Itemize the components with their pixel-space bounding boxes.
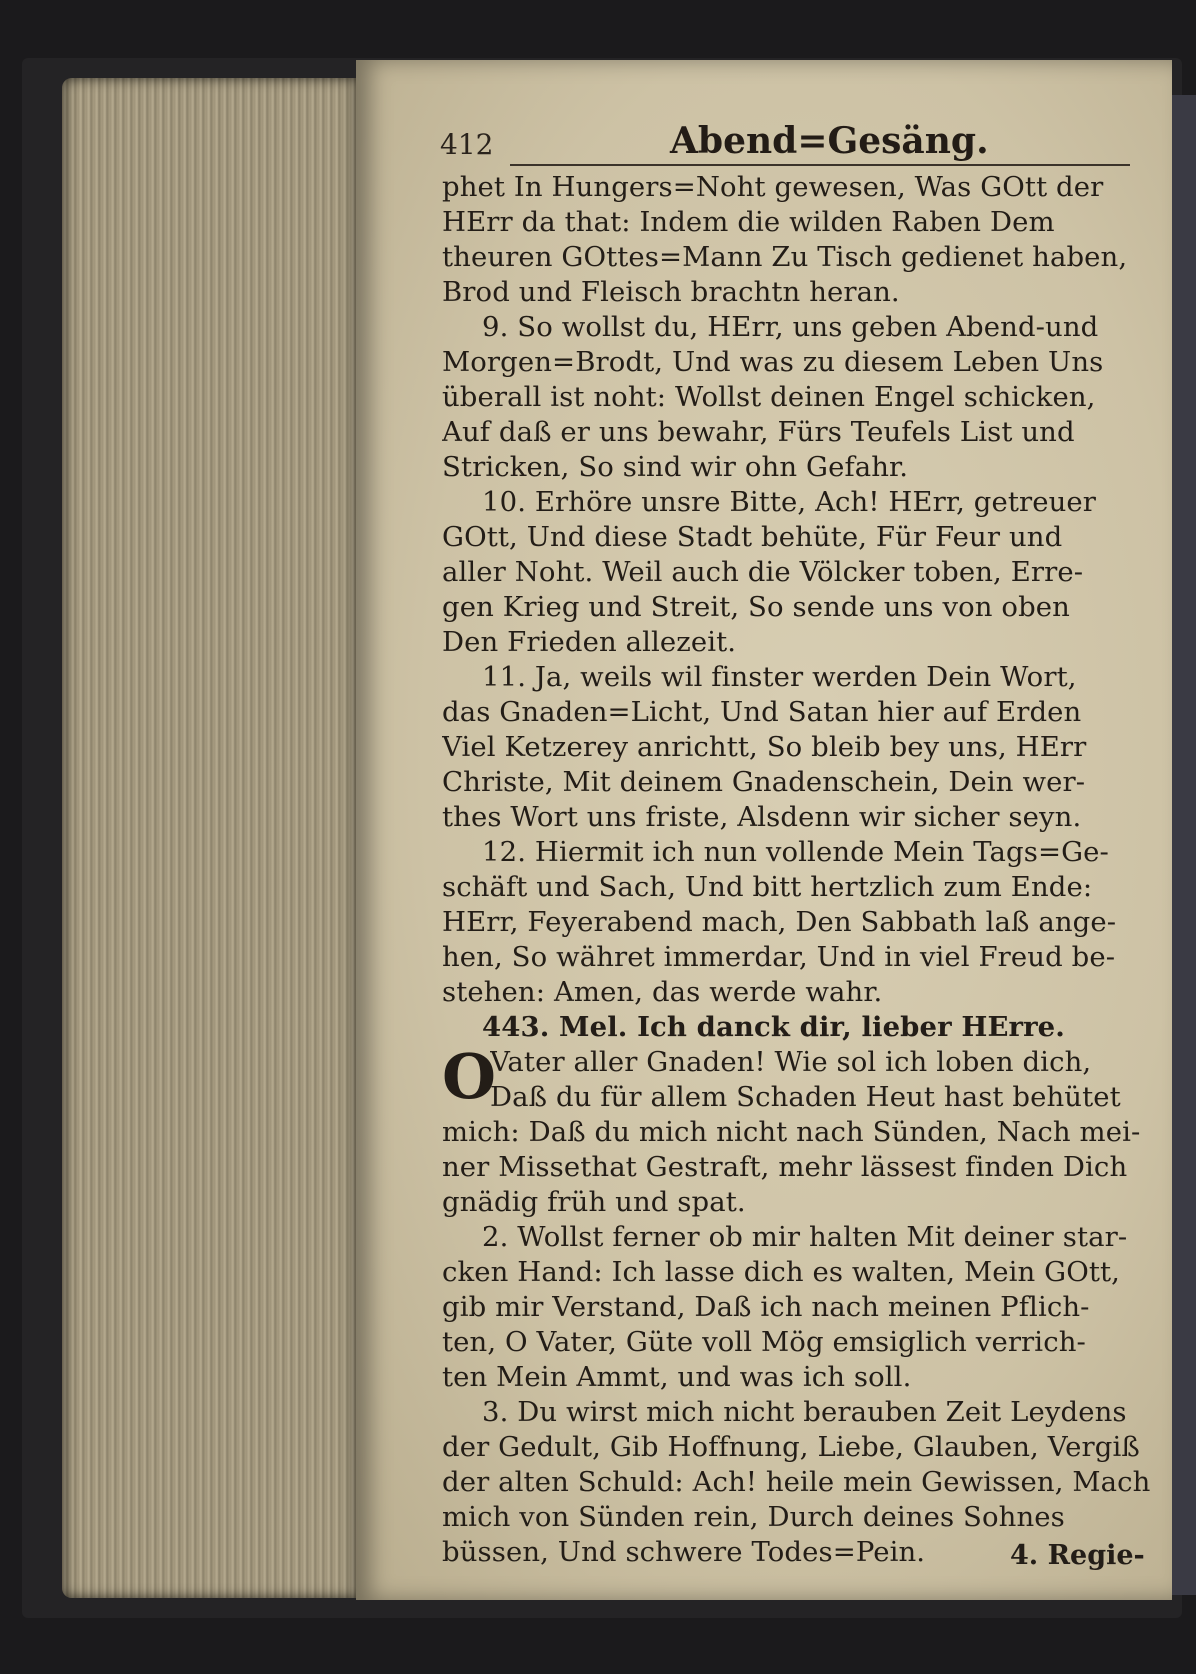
text-line: ten Mein Ammt, und was ich soll. xyxy=(442,1361,912,1393)
text-line: Stricken, So sind wir ohn Gefahr. xyxy=(442,451,909,483)
text-line: schäft und Sach, Und bitt hertzlich zum Ende: xyxy=(442,871,1093,903)
text-line: GOtt, Und diese Stadt behüte, Für Feur und xyxy=(442,521,1063,553)
hymn-443 xyxy=(442,1040,1162,1570)
verse-start-line: 2. Wollst ferner ob mir halten Mit deiner star- xyxy=(482,1221,1128,1253)
text-line: Viel Ketzerey anrichtt, So bleib bey uns, HErr xyxy=(442,731,1087,763)
drop-cap: O xyxy=(442,1040,497,1113)
text-line: gen Krieg und Streit, So sende uns von oben xyxy=(442,591,1070,623)
verse-start-line: 10. Erhöre unsre Bitte, Ach! HErr, getreuer xyxy=(482,486,1097,518)
verse-start-line: 12. Hiermit ich nun vollende Mein Tags=Ge- xyxy=(482,836,1109,868)
text-line: der alten Schuld: Ach! heile mein Gewissen, Mach xyxy=(442,1466,1151,1498)
text-line: Daß du für allem Schaden Heut hast behütet xyxy=(490,1081,1121,1113)
text-line: Brod und Fleisch brachtn heran. xyxy=(442,276,900,308)
page-header xyxy=(440,116,1150,166)
verse-start-line: 3. Du wirst mich nicht berauben Zeit Leydens xyxy=(482,1396,1127,1428)
text-line: HErr, Feyerabend mach, Den Sabbath laß ange- xyxy=(442,906,1117,938)
text-line: phet In Hungers=Noht gewesen, Was GOtt der xyxy=(442,171,1104,203)
verse-start-line: 9. So wollst du, HErr, uns geben Abend-und xyxy=(482,311,1099,343)
text-line: ten, O Vater, Güte voll Mög emsiglich verrich- xyxy=(442,1326,1086,1358)
text-line: das Gnaden=Licht, Und Satan hier auf Erden xyxy=(442,696,1082,728)
text-line: thes Wort uns friste, Alsdenn wir sicher seyn. xyxy=(442,801,1082,833)
header-rule xyxy=(510,164,1130,166)
text-line: Morgen=Brodt, Und was zu diesem Leben Uns xyxy=(442,346,1104,378)
text-line: gnädig früh und spat. xyxy=(442,1186,746,1218)
text-line: cken Hand: Ich lasse dich es walten, Mein GOtt, xyxy=(442,1256,1121,1288)
hymn-heading: 443. Mel. Ich danck dir, lieber HErre. xyxy=(482,1011,1065,1043)
text-line: aller Noht. Weil auch die Völcker toben, Erre- xyxy=(442,556,1084,588)
verse-start-line: 11. Ja, weils wil finster werden Dein Wort, xyxy=(482,661,1077,693)
text-line: mich von Sünden rein, Durch deines Sohnes xyxy=(442,1501,1065,1533)
hymn-text xyxy=(442,170,1162,1570)
text-line: Den Frieden allezeit. xyxy=(442,626,737,658)
text-line: theuren GOttes=Mann Zu Tisch gedienet haben, xyxy=(442,241,1128,273)
text-line: Christe, Mit deinem Gnadenschein, Dein wer- xyxy=(442,766,1086,798)
text-line: mich: Daß du mich nicht nach Sünden, Nach mei- xyxy=(442,1116,1141,1148)
text-line: hen, So währet immerdar, Und in viel Freud be- xyxy=(442,941,1116,973)
text-line: stehen: Amen, das werde wahr. xyxy=(442,976,883,1008)
book-cover-edge xyxy=(1168,95,1196,1595)
page-number: 412 xyxy=(440,128,494,161)
text-line: HErr da that: Indem die wilden Raben Dem xyxy=(442,206,1055,238)
text-line: Vater aller Gnaden! Wie sol ich loben dich, xyxy=(490,1046,1092,1078)
running-title: Abend=Gesäng. xyxy=(670,120,989,162)
text-line: Auf daß er uns bewahr, Fürs Teufels List und xyxy=(442,416,1075,448)
text-line: büssen, Und schwere Todes=Pein. xyxy=(442,1536,926,1568)
text-line: der Gedult, Gib Hoffnung, Liebe, Glauben, Vergiß xyxy=(442,1431,1140,1463)
page-stack-edge xyxy=(62,78,362,1598)
text-line: gib mir Verstand, Daß ich nach meinen Pflich- xyxy=(442,1291,1090,1323)
text-line: überall ist noht: Wollst deinen Engel schicken, xyxy=(442,381,1096,413)
catchword: 4. Regie- xyxy=(1010,1540,1145,1571)
text-line: ner Missethat Gestraft, mehr lässest finden Dich xyxy=(442,1151,1128,1183)
